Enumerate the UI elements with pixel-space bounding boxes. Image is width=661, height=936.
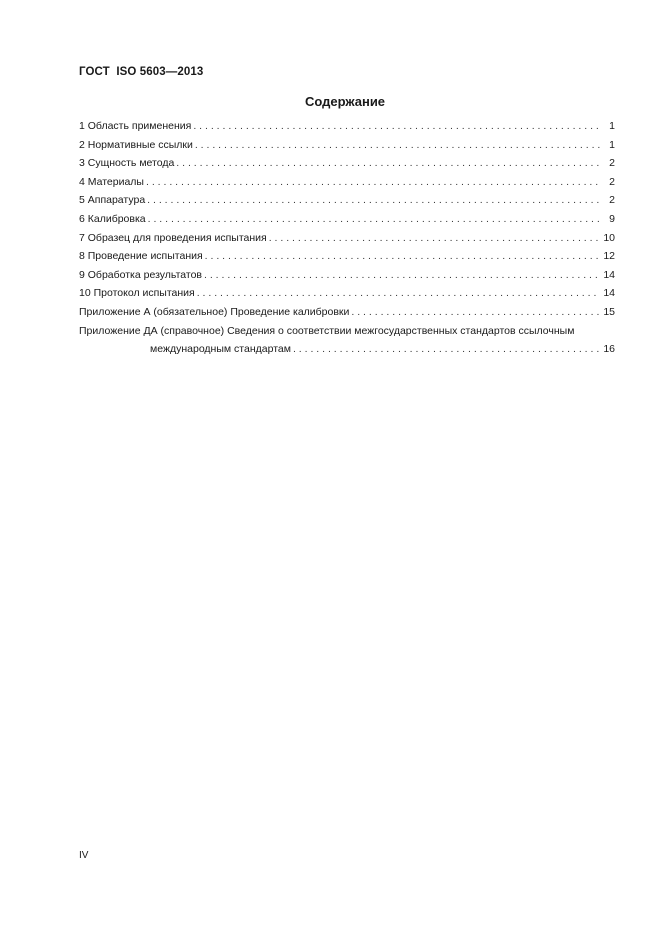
toc-entry-page: 2 — [609, 157, 615, 170]
toc-dot-leader — [197, 287, 601, 299]
toc-entry-label: 6 Калибровка — [79, 212, 146, 225]
toc-entry-6[interactable] — [79, 213, 615, 232]
toc-dot-leader — [195, 139, 602, 151]
toc-entry-label-line1: Приложение ДА (справочное) Сведения о соответствии межгосударственных стандартов ссылочным — [79, 324, 575, 337]
toc-entry-label: 7 Образец для проведения испытания — [79, 231, 267, 244]
toc-entry-page: 15 — [603, 305, 615, 318]
page-number: IV — [79, 850, 89, 861]
document-header: ГОСТ ISO 5603—2013 — [79, 66, 204, 78]
toc-dot-leader — [204, 269, 600, 281]
toc-entry-page: 14 — [603, 287, 615, 300]
toc-entry-label: 4 Материалы — [79, 175, 144, 188]
toc-dot-leader — [293, 343, 600, 355]
toc-entry-page: 2 — [609, 194, 615, 207]
toc-dot-leader — [147, 194, 602, 206]
toc-entry-10[interactable] — [79, 287, 615, 306]
toc-entry-9[interactable] — [79, 269, 615, 288]
toc-dot-leader — [148, 213, 602, 225]
toc-entry-1[interactable] — [79, 120, 615, 139]
toc-entry-appendix-da[interactable] — [79, 325, 615, 362]
toc-entry-7[interactable] — [79, 232, 615, 251]
toc-entry-label: 2 Нормативные ссылки — [79, 138, 193, 151]
toc-dot-leader — [205, 250, 601, 262]
table-of-contents — [79, 120, 615, 361]
toc-entry-label: 9 Обработка результатов — [79, 268, 202, 281]
toc-entry-label: 3 Сущность метода — [79, 157, 175, 170]
toc-dot-leader — [146, 176, 602, 188]
toc-entry-page: 16 — [603, 342, 615, 355]
toc-entry-page: 1 — [609, 120, 615, 132]
toc-entry-3[interactable] — [79, 157, 615, 176]
toc-entry-label: 8 Проведение испытания — [79, 250, 203, 263]
toc-entry-label: 10 Протокол испытания — [79, 287, 195, 300]
toc-title: Содержание — [304, 94, 386, 109]
toc-entry-appendix-a[interactable] — [79, 306, 615, 325]
toc-entry-page: 12 — [603, 250, 615, 263]
toc-entry-page: 1 — [609, 138, 615, 151]
toc-entry-label: Приложение А (обязательное) Проведение калибровки — [79, 305, 350, 318]
toc-entry-2[interactable] — [79, 139, 615, 158]
toc-entry-page: 10 — [603, 231, 615, 244]
toc-entry-label: 1 Область применения — [79, 120, 192, 132]
toc-entry-8[interactable] — [79, 250, 615, 269]
toc-dot-leader — [176, 157, 602, 169]
toc-entry-5[interactable] — [79, 194, 615, 213]
toc-dot-leader — [269, 232, 601, 244]
toc-entry-page: 14 — [603, 268, 615, 281]
toc-entry-4[interactable] — [79, 176, 615, 195]
toc-entry-page: 9 — [609, 212, 615, 225]
toc-entry-label: 5 Аппаратура — [79, 194, 146, 207]
toc-entry-page: 2 — [609, 175, 615, 188]
toc-dot-leader — [351, 306, 600, 318]
toc-entry-line2 — [79, 343, 615, 362]
toc-dot-leader — [193, 120, 602, 132]
toc-entry-label-line2: международным стандартам — [150, 342, 291, 355]
